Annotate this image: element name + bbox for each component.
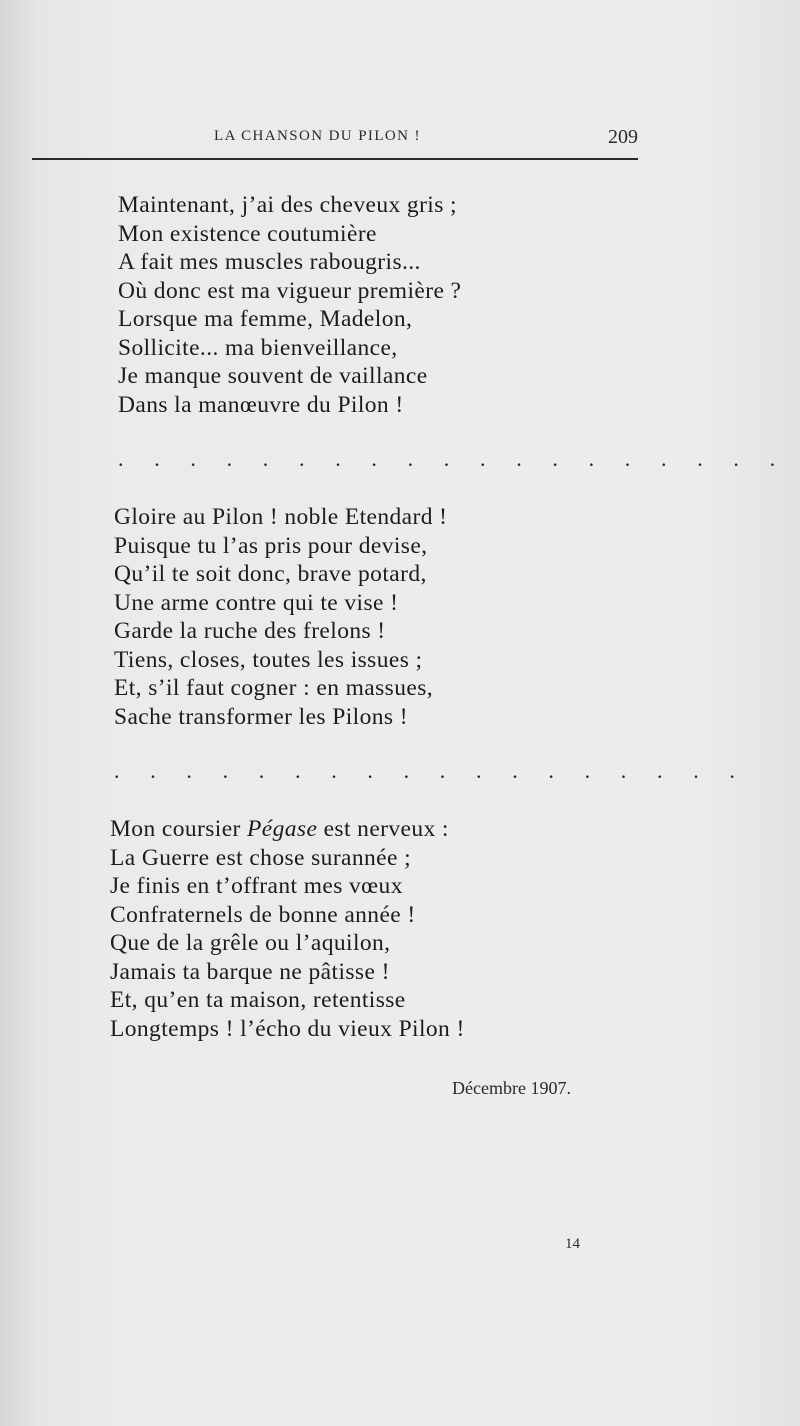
verse-line: Où donc est ma vigueur première ? (118, 277, 462, 304)
verse-line: Maintenant, j’ai des cheveux gris ; (118, 192, 457, 218)
verse-line: Mon existence coutumière (118, 220, 377, 247)
verse-line: Gloire au Pilon ! noble Etendard ! (114, 504, 448, 530)
verse-line: Lorsque ma femme, Madelon, (118, 306, 413, 332)
page-header (32, 118, 638, 160)
verse-line: Puisque tu l’as pris pour devise, (114, 532, 428, 559)
running-head: LA CHANSON DU PILON ! (214, 128, 421, 144)
verse-line: Je finis en t’offrant mes vœux (110, 873, 403, 899)
stanza-separator: . . . . . . . . . . . . . . . . . . . (118, 446, 788, 471)
verse-line: Confraternels de bonne année ! (110, 901, 416, 928)
poem-date: Décembre 1907. (452, 1078, 571, 1098)
verse-line: Qu’il te soit donc, brave potard, (114, 561, 427, 587)
stanza-1 (118, 191, 461, 419)
verse-line: Garde la ruche des frelons ! (114, 618, 386, 644)
verse-line: Que de la grêle ou l’aquilon, (110, 930, 391, 956)
verse-fragment: est nerveux : (317, 816, 449, 842)
verse-line: Sollicite... ma bienveillance, (118, 334, 398, 361)
verse-line: Sache transformer les Pilons ! (114, 703, 408, 730)
verse-line: Une arme contre qui te vise ! (114, 589, 399, 616)
verse-line: Longtemps ! l’écho du vieux Pilon ! (110, 1015, 465, 1042)
verse-fragment: Mon coursier (110, 816, 248, 842)
verse-line: A fait mes muscles rabougris... (118, 249, 421, 275)
page-number: 209 (608, 126, 638, 148)
stanza-separator: . . . . . . . . . . . . . . . . . . (114, 758, 748, 783)
verse-line: Tiens, closes, toutes les issues ; (114, 646, 423, 673)
verse-line: La Guerre est chose surannée ; (110, 844, 412, 871)
verse-line: Jamais ta barque ne pâtisse ! (110, 958, 390, 985)
stanza-3 (110, 815, 465, 1043)
stanza-2 (114, 503, 447, 731)
verse-line: Dans la manœuvre du Pilon ! (118, 391, 404, 418)
verse-line (110, 815, 465, 844)
italic-word: Pégase (247, 816, 318, 842)
verse-line: Et, s’il faut cogner : en massues, (114, 675, 434, 701)
verse-line: Et, qu’en ta maison, retentisse (110, 987, 406, 1013)
verse-line: Je manque souvent de vaillance (118, 363, 428, 389)
signature-mark: 14 (565, 1236, 580, 1252)
